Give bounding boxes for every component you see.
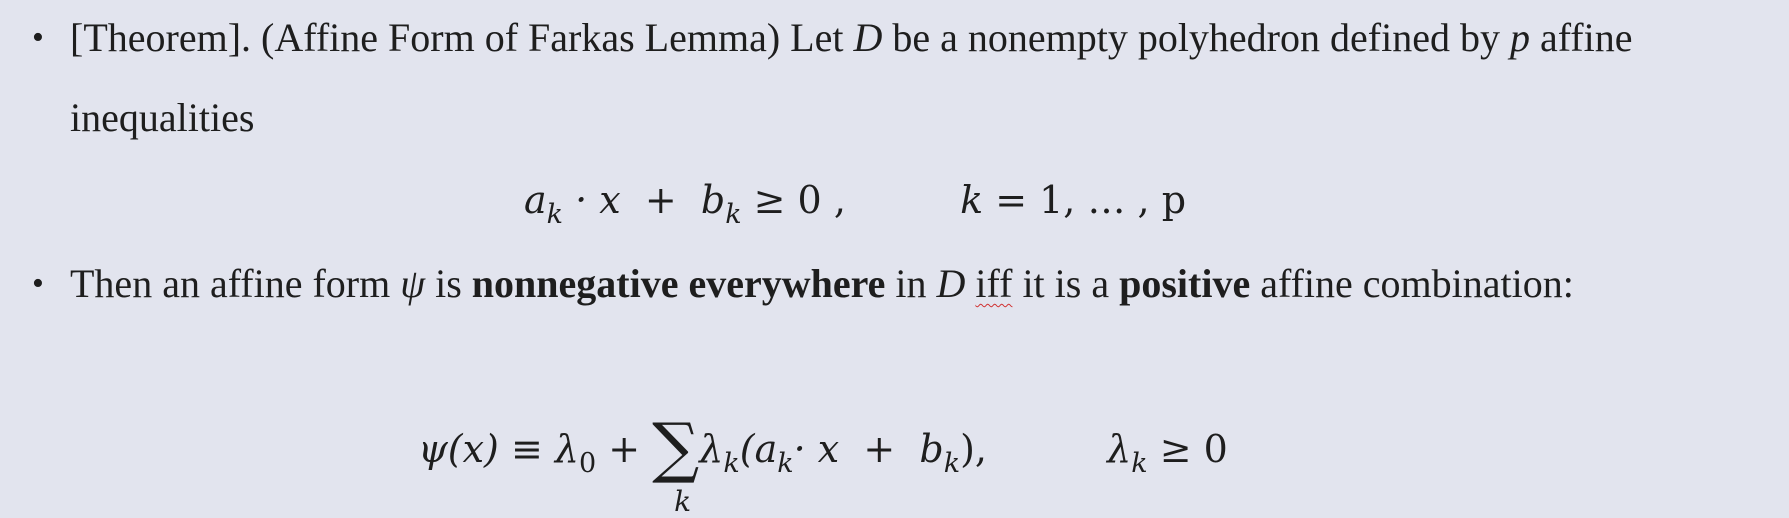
bullet-2: • xyxy=(32,265,44,302)
bullet-1: • xyxy=(32,19,44,56)
var-psi: ψ xyxy=(400,261,426,306)
ineq-range: = 1, … , p xyxy=(983,178,1187,222)
formula-plus: + xyxy=(596,427,653,471)
cond-rest: ≥ 0 xyxy=(1147,427,1228,471)
statement-rest: affine combination: xyxy=(1250,261,1574,306)
ineq-range-k: k xyxy=(960,178,984,222)
theorem-line-1 xyxy=(70,14,1633,62)
statement-is: is xyxy=(425,261,472,306)
bold-nonnegative: nonnegative everywhere xyxy=(471,261,886,306)
var-D-2: D xyxy=(936,261,966,306)
inequality-equation xyxy=(524,176,1186,229)
formula-dot-x: · x + b xyxy=(793,427,944,471)
sum-glyph: ∑ xyxy=(652,409,700,486)
sum-symbol xyxy=(652,409,700,518)
ineq-a-sub: k xyxy=(546,199,564,230)
formula-b-sub: k xyxy=(943,448,961,479)
formula-lambda0-sub: 0 xyxy=(578,448,597,479)
formula-lambda-sub: k xyxy=(723,448,740,479)
ineq-geq: ≥ 0 , xyxy=(741,178,846,222)
cond-lambda-sub: k xyxy=(1131,448,1148,479)
sum-index: k xyxy=(674,485,692,518)
theorem-mid: be a nonempty polyhedron defined by xyxy=(882,15,1510,60)
statement-then: Then an affine form xyxy=(70,261,401,306)
word-iff: iff xyxy=(975,261,1013,306)
formula-close: ), xyxy=(960,427,987,471)
ineq-a: a xyxy=(524,178,547,222)
cond-lambda: λ xyxy=(1107,427,1132,471)
formula-lambda: λ xyxy=(699,427,724,471)
ineq-b: b xyxy=(700,178,726,222)
var-p: p xyxy=(1509,15,1530,60)
statement-line xyxy=(70,260,1574,308)
theorem-suffix: affine xyxy=(1529,15,1633,60)
formula-lhs: ψ(x) ≡ λ xyxy=(418,427,579,471)
ineq-dot-x: · x + xyxy=(563,178,701,222)
formula-open: (a xyxy=(739,427,778,471)
ineq-b-sub: k xyxy=(725,199,742,230)
formula-a-sub: k xyxy=(777,448,794,479)
var-D: D xyxy=(853,15,883,60)
bold-positive: positive xyxy=(1119,261,1251,306)
statement-it-is-a: it is a xyxy=(1012,261,1120,306)
theorem-prefix: [Theorem]. (Affine Form of Farkas Lemma) Let xyxy=(70,15,854,60)
theorem-line-2: inequalities xyxy=(70,95,255,140)
statement-in: in xyxy=(885,261,937,306)
combination-formula xyxy=(418,409,1228,518)
